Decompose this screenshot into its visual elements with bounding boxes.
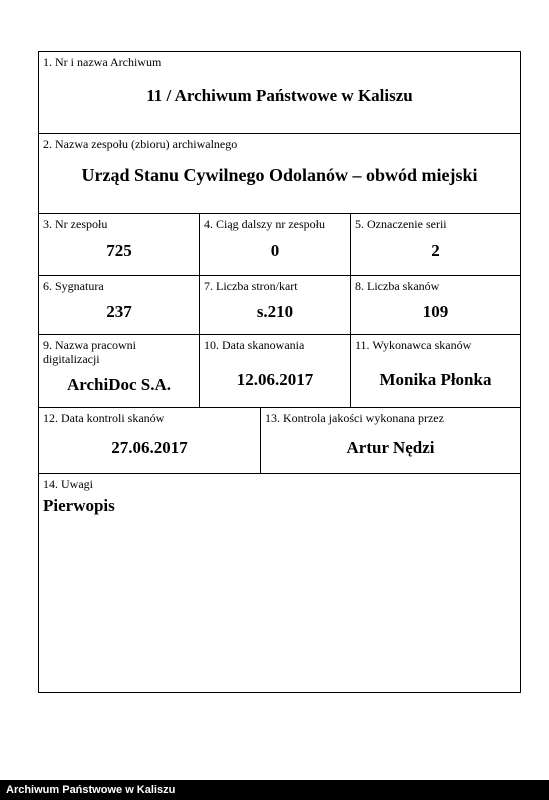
series-value: 2 [431, 241, 440, 260]
continuation-label: 4. Ciąg dalszy nr zespołu [204, 217, 325, 231]
signature-value: 237 [106, 302, 132, 321]
lab-value: ArchiDoc S.A. [66, 375, 172, 394]
operator-value: Monika Płonka [379, 370, 492, 389]
notes-label: 14. Uwagi [43, 477, 93, 491]
scans-value: 109 [422, 302, 449, 321]
lab-label-line2: digitalizacji [43, 352, 100, 366]
archive-label: 1. Nr i nazwa Archiwum [43, 55, 162, 69]
fonds-no-label: 3. Nr zespołu [43, 217, 108, 231]
control-date-value: 27.06.2017 [111, 438, 188, 457]
row-digitization [39, 335, 520, 408]
scans-label: 8. Liczba skanów [355, 279, 440, 293]
qc-by-label: 13. Kontrola jakości wykonana przez [265, 411, 444, 425]
notes-value: Pierwopis [43, 496, 115, 515]
qc-by-value: Artur Nędzi [346, 438, 435, 457]
lab-label [43, 338, 136, 366]
cell-pages [199, 276, 350, 334]
cell-signature [39, 276, 199, 334]
pages-value: s.210 [256, 302, 294, 321]
row-fonds-name [39, 134, 520, 214]
scan-date-value: 12.06.2017 [236, 370, 314, 389]
cell-continuation [199, 214, 350, 275]
cell-fonds-name [39, 134, 520, 213]
cell-notes [39, 474, 520, 692]
row-archive [39, 52, 520, 134]
operator-label: 11. Wykonawca skanów [355, 338, 472, 352]
metadata-form [38, 51, 521, 693]
control-date-label: 12. Data kontroli skanów [43, 411, 165, 425]
cell-operator [350, 335, 520, 407]
cell-series [350, 214, 520, 275]
footer-text: Archiwum Państwowe w Kaliszu [6, 784, 176, 796]
cell-scan-date [199, 335, 350, 407]
series-label: 5. Oznaczenie serii [355, 217, 447, 231]
fonds-no-value: 725 [106, 241, 132, 260]
row-fonds-details [39, 214, 520, 276]
cell-qc-by [260, 408, 520, 473]
fonds-name-value: Urząd Stanu Cywilnego Odolanów – obwód miejski [81, 165, 478, 185]
cell-lab [39, 335, 199, 407]
cell-control-date [39, 408, 260, 473]
lab-label-line1: 9. Nazwa pracowni [43, 338, 136, 352]
cell-fonds-no [39, 214, 199, 275]
continuation-value: 0 [270, 241, 280, 260]
cell-scans [350, 276, 520, 334]
fonds-name-label: 2. Nazwa zespołu (zbioru) archiwalnego [43, 137, 238, 151]
archive-value: 11 / Archiwum Państwowe w Kaliszu [146, 86, 413, 105]
row-counts [39, 276, 520, 335]
row-control [39, 408, 520, 474]
cell-archive [39, 52, 520, 133]
footer-bar [0, 780, 549, 800]
scan-date-label: 10. Data skanowania [204, 338, 305, 352]
pages-label: 7. Liczba stron/kart [204, 279, 298, 293]
signature-label: 6. Sygnatura [43, 279, 104, 293]
